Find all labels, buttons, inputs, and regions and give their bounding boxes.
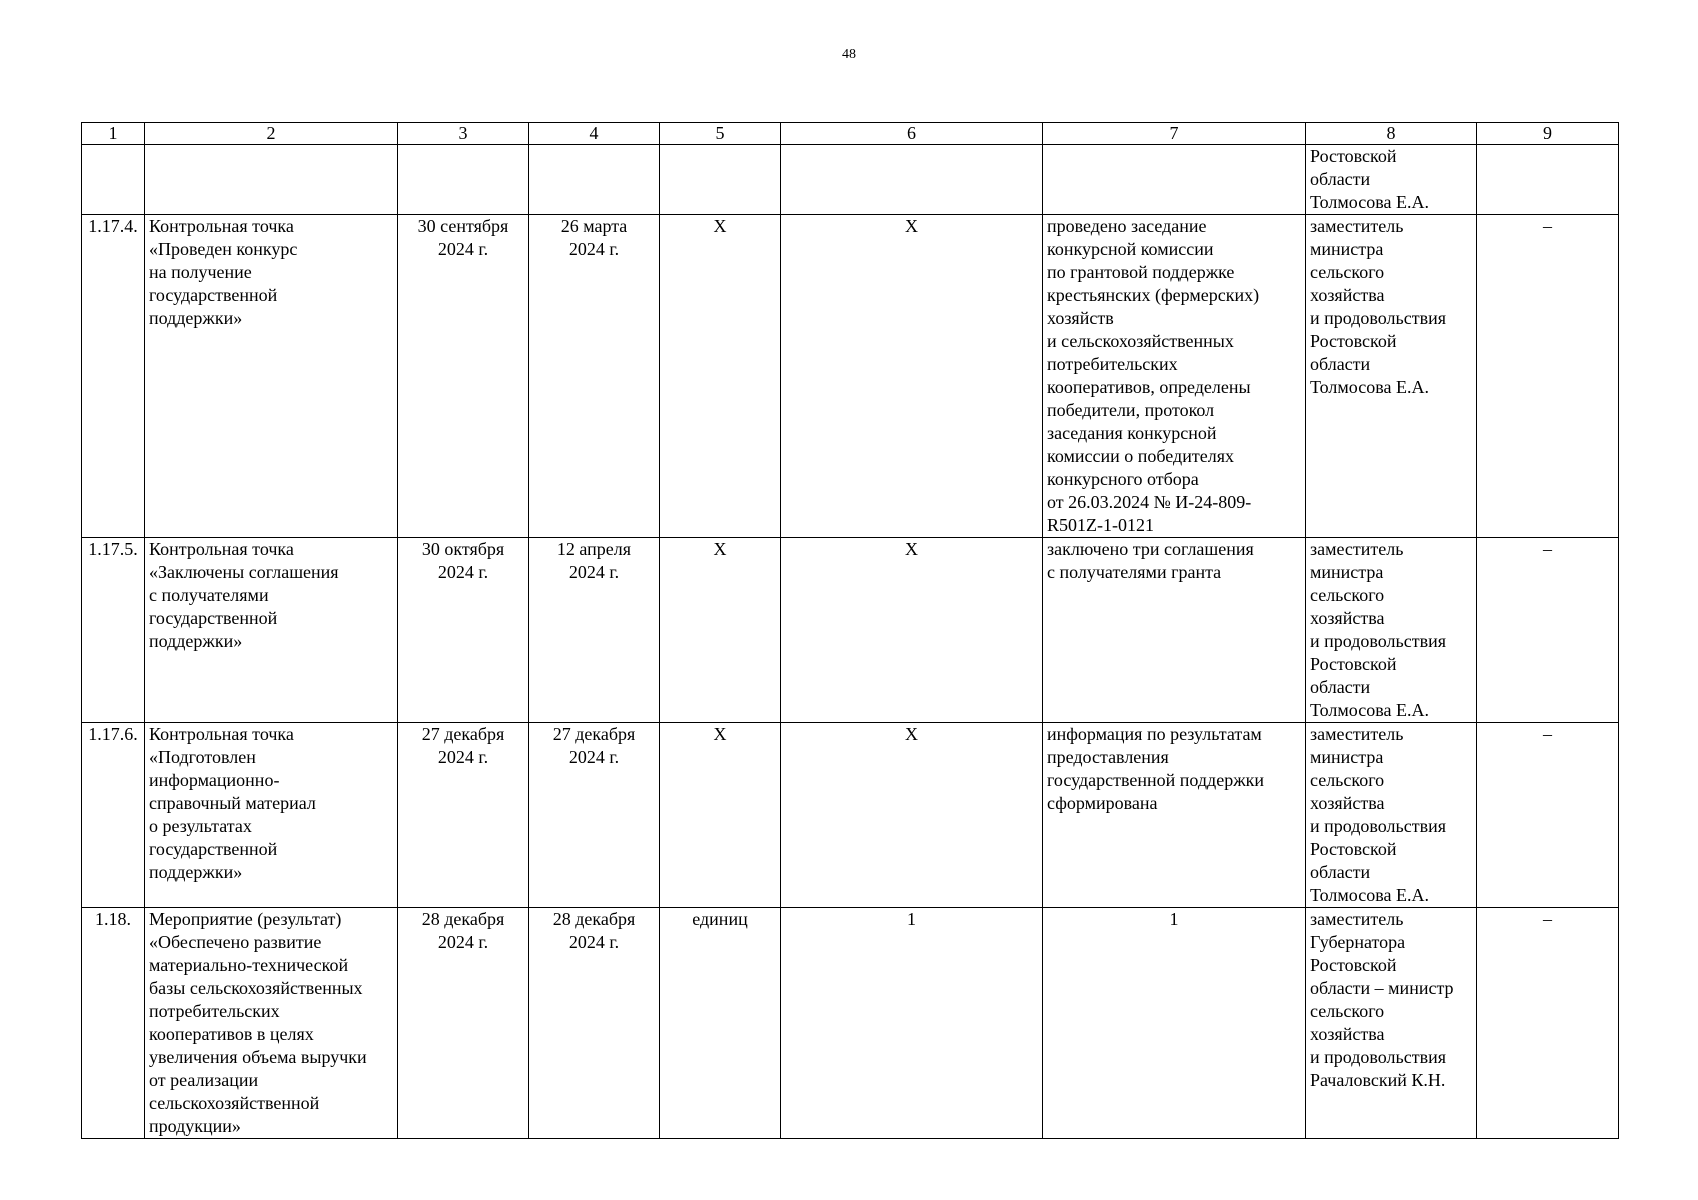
cell-unit: Х: [660, 538, 781, 723]
cell-start-date: 30 сентября 2024 г.: [398, 215, 529, 538]
cell-note: [1477, 145, 1619, 215]
cell-unit: Х: [660, 215, 781, 538]
cell-end-date: 12 апреля 2024 г.: [529, 538, 660, 723]
cell-plan: 1: [781, 908, 1043, 1139]
cell-plan: [781, 145, 1043, 215]
cell-plan: Х: [781, 723, 1043, 908]
column-header: 6: [781, 123, 1043, 145]
table-row: [82, 145, 1619, 215]
column-header: 5: [660, 123, 781, 145]
cell-fact: информация по результатам предоставления государственной поддержки сформирована: [1043, 723, 1306, 908]
cell-responsible: заместитель Губернатора Ростовской области – министр сельского хозяйства и продовольствия Рачаловский К.Н.: [1306, 908, 1477, 1139]
cell-note: –: [1477, 538, 1619, 723]
page-number: 48: [842, 47, 856, 62]
cell-note: –: [1477, 215, 1619, 538]
cell-start-date: [398, 145, 529, 215]
cell-unit: [660, 145, 781, 215]
cell-start-date: 27 декабря 2024 г.: [398, 723, 529, 908]
cell-number: [82, 145, 145, 215]
cell-fact: заключено три соглашения с получателями гранта: [1043, 538, 1306, 723]
cell-responsible: заместитель министра сельского хозяйства и продовольствия Ростовской области Толмосова Е.А.: [1306, 538, 1477, 723]
cell-note: –: [1477, 908, 1619, 1139]
column-header: 8: [1306, 123, 1477, 145]
cell-responsible: заместитель министра сельского хозяйства и продовольствия Ростовской области Толмосова Е.А.: [1306, 215, 1477, 538]
cell-plan: Х: [781, 538, 1043, 723]
cell-name: Мероприятие (результат) «Обеспечено развитие материально-технической базы сельскохозяйственных потребительских кооперативов в целях увеличения объема выручки от реализации сельскохозяйственной продукции»: [145, 908, 398, 1139]
cell-start-date: 28 декабря 2024 г.: [398, 908, 529, 1139]
cell-responsible: заместитель министра сельского хозяйства и продовольствия Ростовской области Толмосова Е.А.: [1306, 723, 1477, 908]
cell-fact: 1: [1043, 908, 1306, 1139]
cell-end-date: 28 декабря 2024 г.: [529, 908, 660, 1139]
cell-end-date: 27 декабря 2024 г.: [529, 723, 660, 908]
cell-fact: проведено заседание конкурсной комиссии по грантовой поддержке крестьянских (фермерских) хозяйств и сельскохозяйственных потребительских кооперативов, определены победители, протокол заседания конкурсной комиссии о победителях конкурсного отбора от 26.03.2024 № И-24-809- R501Z-1-0121: [1043, 215, 1306, 538]
cell-name: Контрольная точка «Заключены соглашения с получателями государственной поддержки»: [145, 538, 398, 723]
cell-end-date: 26 марта 2024 г.: [529, 215, 660, 538]
cell-name: [145, 145, 398, 215]
cell-end-date: [529, 145, 660, 215]
cell-unit: единиц: [660, 908, 781, 1139]
cell-number: 1.18.: [82, 908, 145, 1139]
cell-name: Контрольная точка «Проведен конкурс на получение государственной поддержки»: [145, 215, 398, 538]
cell-fact: [1043, 145, 1306, 215]
cell-note: –: [1477, 723, 1619, 908]
column-header: 9: [1477, 123, 1619, 145]
table-row: [82, 215, 1619, 538]
column-header: 4: [529, 123, 660, 145]
cell-number: 1.17.4.: [82, 215, 145, 538]
cell-start-date: 30 октября 2024 г.: [398, 538, 529, 723]
cell-unit: Х: [660, 723, 781, 908]
report-table: [81, 122, 1619, 1139]
cell-number: 1.17.6.: [82, 723, 145, 908]
column-header: 2: [145, 123, 398, 145]
header-row: [82, 123, 1619, 145]
cell-name: Контрольная точка «Подготовлен информационно- справочный материал о результатах государственной поддержки»: [145, 723, 398, 908]
table-row: [82, 908, 1619, 1139]
table-row: [82, 723, 1619, 908]
column-header: 3: [398, 123, 529, 145]
column-header: 7: [1043, 123, 1306, 145]
table-row: [82, 538, 1619, 723]
cell-responsible: Ростовской области Толмосова Е.А.: [1306, 145, 1477, 215]
column-header: 1: [82, 123, 145, 145]
cell-plan: Х: [781, 215, 1043, 538]
cell-number: 1.17.5.: [82, 538, 145, 723]
